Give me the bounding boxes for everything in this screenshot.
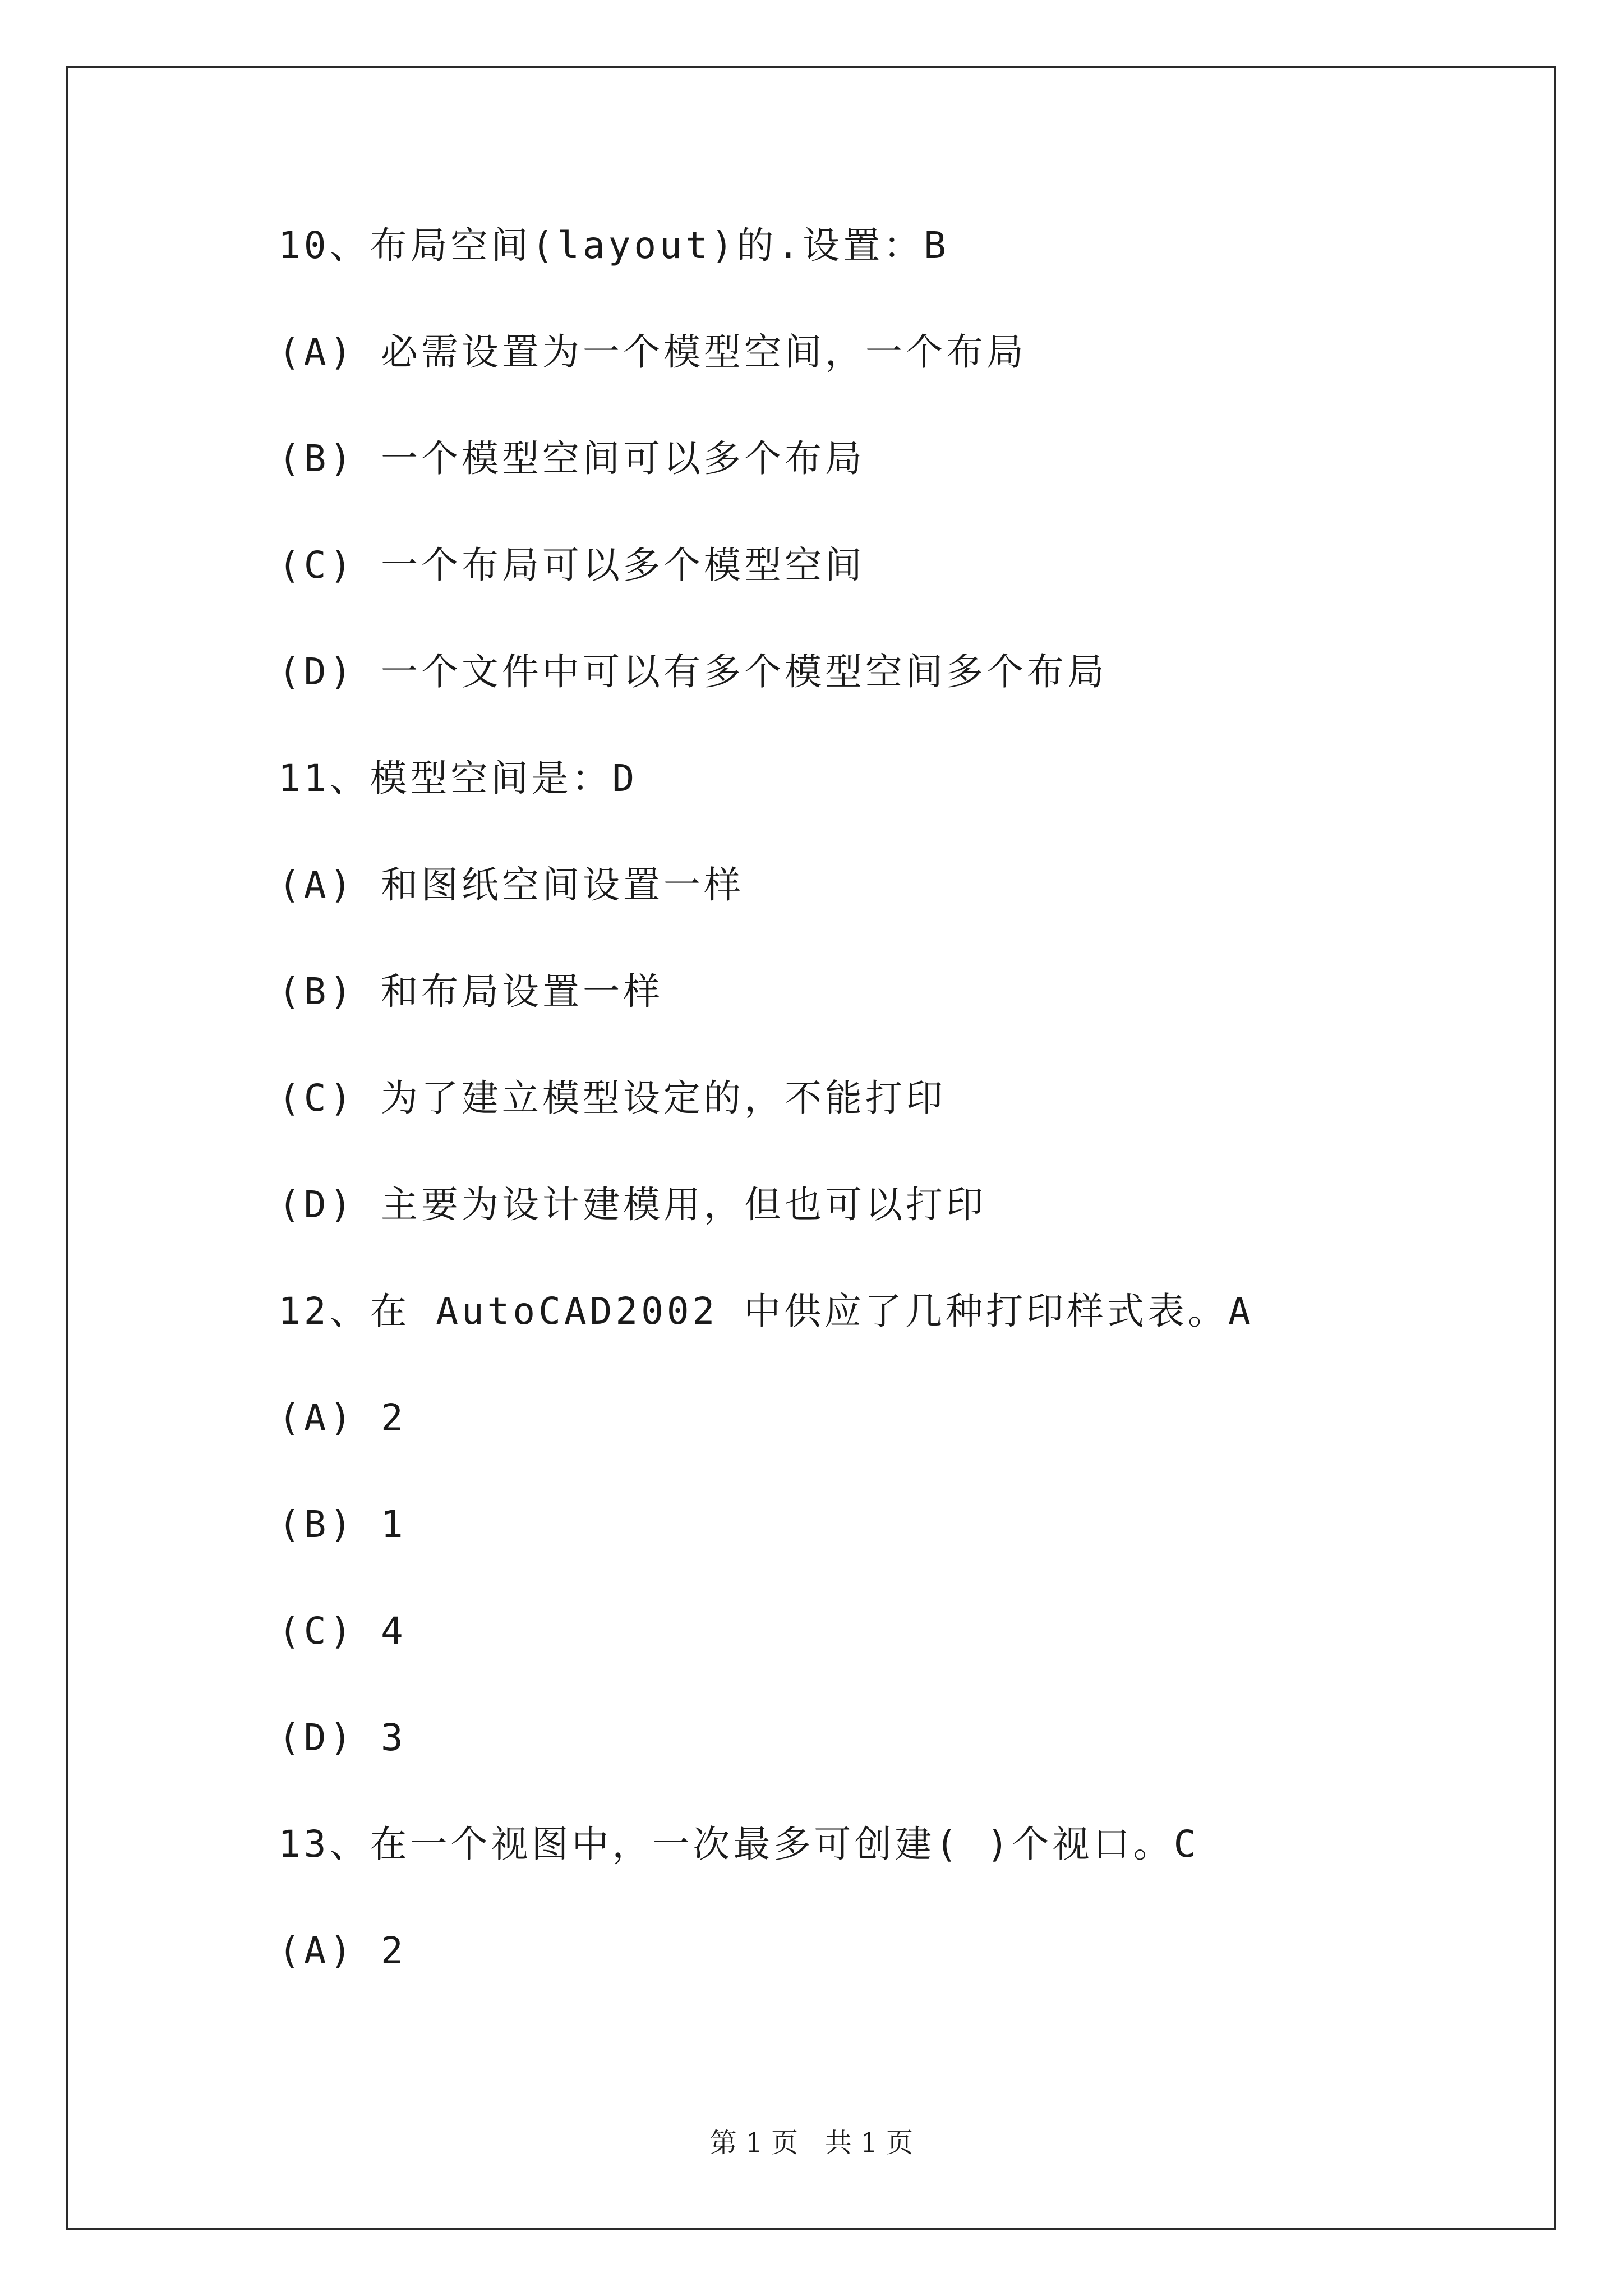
question-11-option-d: (D) 主要为设计建模用，但也可以打印 — [278, 1183, 986, 1226]
document-body — [278, 226, 1512, 2037]
question-13-option-a: (A) 2 — [278, 1929, 407, 1972]
question-12-option-d: (D) 3 — [278, 1716, 407, 1759]
question-10-option-d: (D) 一个文件中可以有多个模型空间多个布局 — [278, 650, 1108, 693]
page-number: 第 1 页 — [709, 2127, 798, 2159]
question-11-option-b: (B) 和布局设置一样 — [278, 970, 663, 1013]
question-13: 13、在一个视图中，一次最多可创建( )个视口。C — [278, 1823, 1200, 1866]
question-12-option-a: (A) 2 — [278, 1396, 407, 1439]
question-11-option-c: (C) 为了建立模型设定的，不能打印 — [278, 1076, 946, 1120]
page-total: 共 1 页 — [825, 2127, 914, 2159]
question-11: 11、模型空间是：D — [278, 757, 638, 800]
question-10-option-a: (A) 必需设置为一个模型空间，一个布局 — [278, 330, 1027, 374]
question-10-option-c: (C) 一个布局可以多个模型空间 — [278, 544, 865, 587]
question-10: 10、布局空间(layout)的.设置：B — [278, 224, 949, 267]
question-12-option-c: (C) 4 — [278, 1609, 407, 1653]
question-10-option-b: (B) 一个模型空间可以多个布局 — [278, 437, 865, 480]
question-12-option-b: (B) 1 — [278, 1503, 407, 1546]
page-footer — [0, 2127, 1623, 2159]
question-11-option-a: (A) 和图纸空间设置一样 — [278, 863, 744, 907]
question-12: 12、在 AutoCAD2002 中供应了几种打印样式表。A — [278, 1290, 1254, 1333]
